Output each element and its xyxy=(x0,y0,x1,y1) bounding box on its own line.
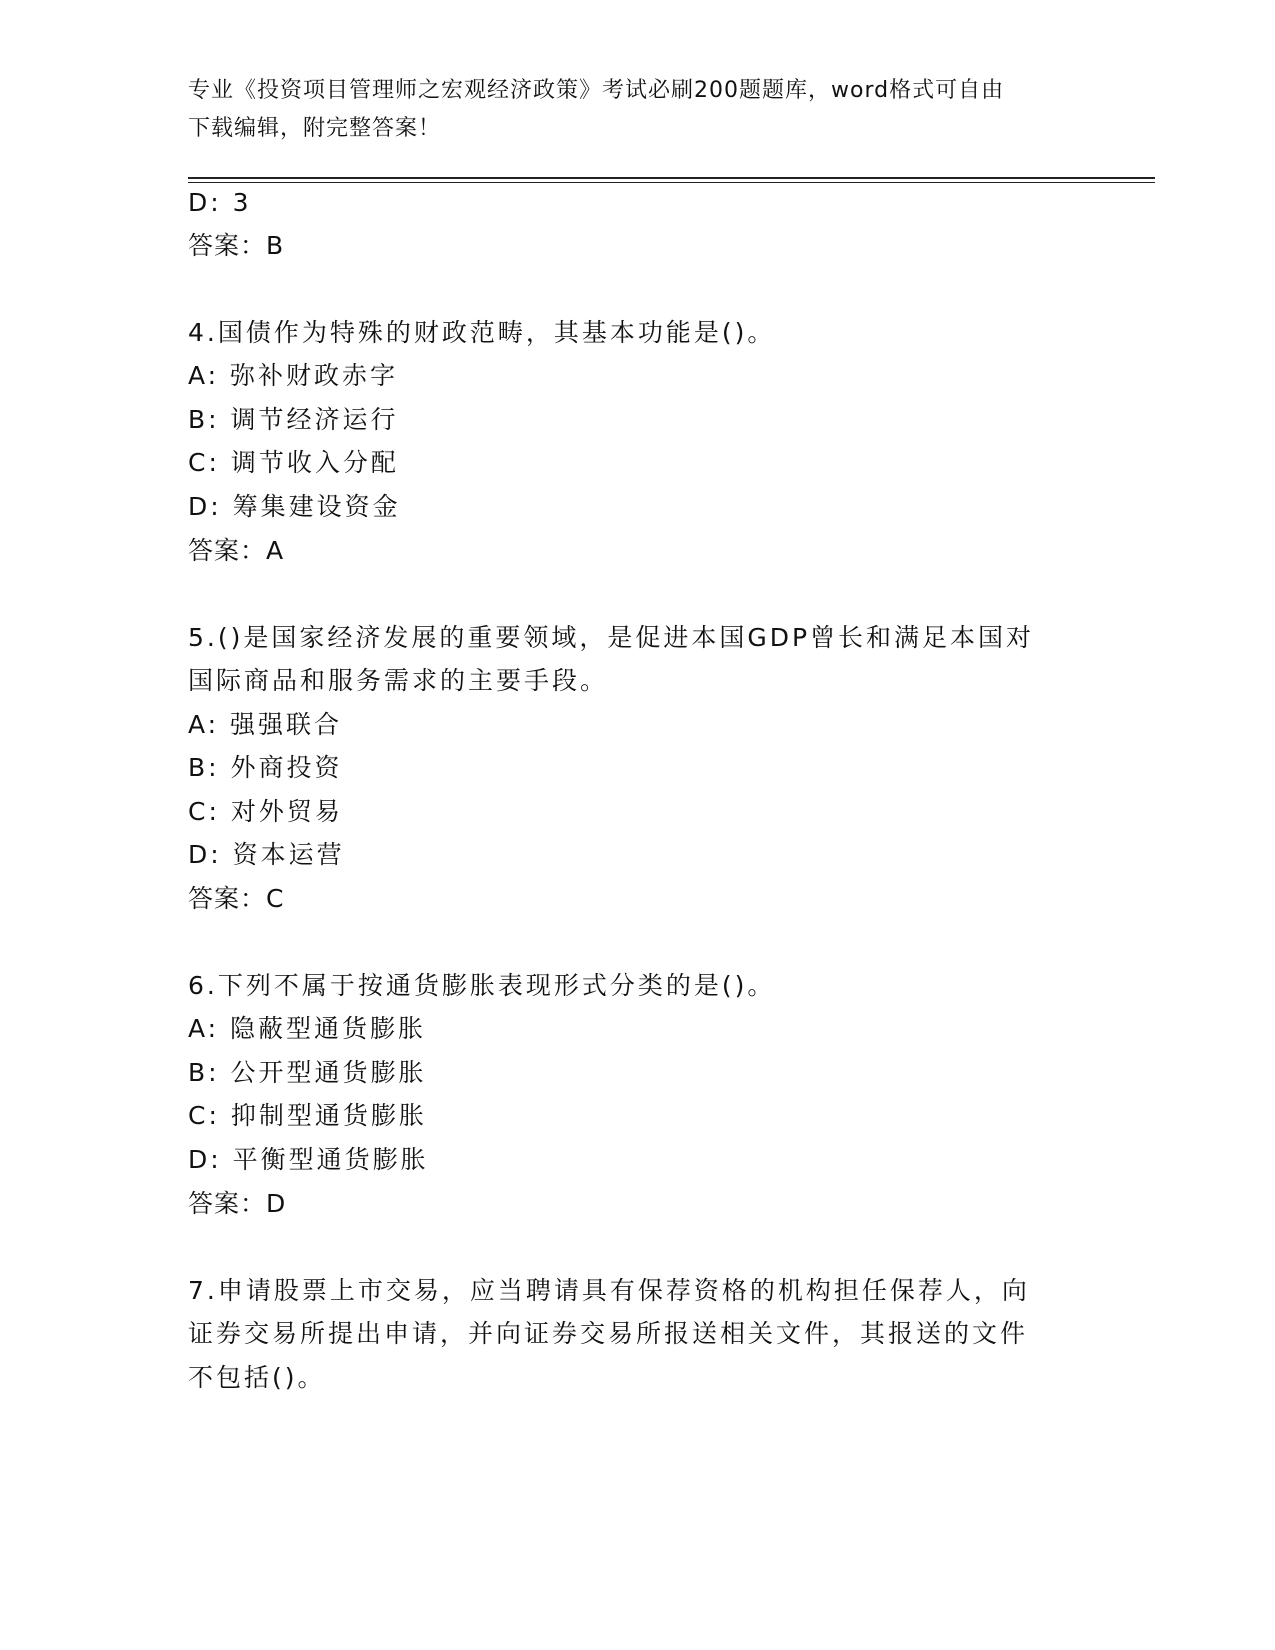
q4-option-b: B: 调节经济运行 xyxy=(188,405,399,434)
q3-option-d: D: 3 xyxy=(188,188,252,217)
document-header xyxy=(188,72,1088,148)
q5-answer: 答案：C xyxy=(188,884,285,913)
q5-stem-line-1: 5.()是国家经济发展的重要领域，是促进本国GDP曾长和满足本国对 xyxy=(188,623,1035,652)
header-line-1: 专业《投资项目管理师之宏观经济政策》考试必刷200题题库，word格式可自由 xyxy=(188,78,1005,103)
q4-stem: 4.国债作为特殊的财政范畴，其基本功能是()。 xyxy=(188,318,776,347)
q4-option-a: A: 弥补财政赤字 xyxy=(188,361,399,390)
q3-answer: 答案：B xyxy=(188,231,285,260)
q6-option-b: B: 公开型通货膨胀 xyxy=(188,1058,427,1087)
q5-option-b: B: 外商投资 xyxy=(188,753,343,782)
q4-answer: 答案：A xyxy=(188,536,285,565)
q6-option-d: D: 平衡型通货膨胀 xyxy=(188,1145,429,1174)
q4-option-c: C: 调节收入分配 xyxy=(188,448,399,477)
q6-option-c: C: 抑制型通货膨胀 xyxy=(188,1101,427,1130)
header-line-2: 下载编辑，附完整答案！ xyxy=(188,116,442,141)
q7-stem-line-1: 7.申请股票上市交易，应当聘请具有保荐资格的机构担任保荐人，向 xyxy=(188,1276,1030,1305)
q5-option-c: C: 对外贸易 xyxy=(188,797,343,826)
q6-answer: 答案：D xyxy=(188,1189,287,1218)
q4-option-d: D: 筹集建设资金 xyxy=(188,492,401,521)
q6-stem: 6.下列不属于按通货膨胀表现形式分类的是()。 xyxy=(188,971,776,1000)
q7-stem-line-2: 证券交易所提出申请，并向证券交易所报送相关文件，其报送的文件 xyxy=(188,1319,1029,1348)
q7-stem-line-3: 不包括()。 xyxy=(188,1363,326,1392)
q6-option-a: A: 隐蔽型通货膨胀 xyxy=(188,1014,427,1043)
q5-stem-line-2: 国际商品和服务需求的主要手段。 xyxy=(188,666,609,695)
q5-option-d: D: 资本运营 xyxy=(188,840,345,869)
q5-option-a: A: 强强联合 xyxy=(188,710,343,739)
header-rule-thick xyxy=(188,177,1155,179)
header-rule-thin xyxy=(188,182,1155,183)
